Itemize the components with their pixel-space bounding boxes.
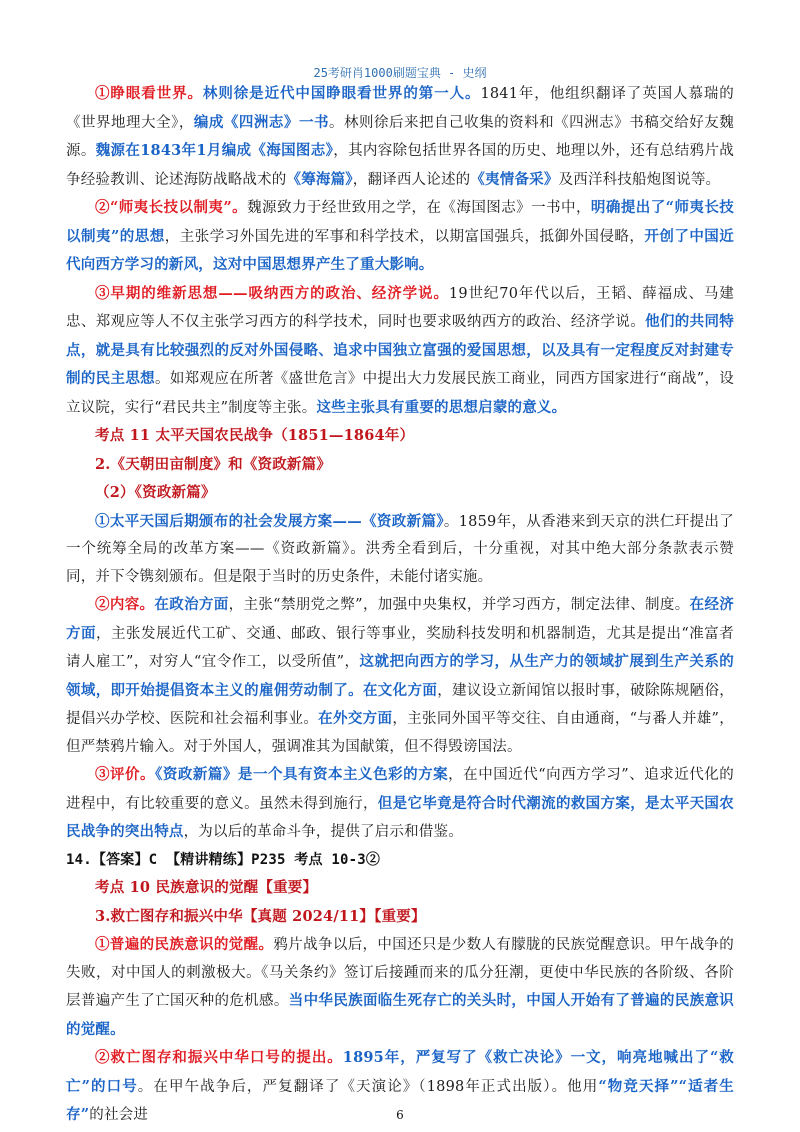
key-phrase: 在文化方面 [362, 681, 438, 699]
paragraph [66, 847, 734, 875]
key-phrase: 《资政新篇》是一个具有资本主义色彩的方案 [155, 766, 449, 783]
point-heading: ①普遍的民族意识的觉醒。 [95, 936, 274, 953]
key-phrase: “物竞天择”“适者生存” [66, 1077, 734, 1123]
section-heading: 2.《天朝田亩制度》和《资政新篇》 [95, 455, 332, 473]
key-phrase: 在经济方面 [66, 596, 734, 642]
key-phrase: 这就把向西方的学习，从生产力的领域扩展到生产关系的领域，即开始提倡资本主义的雇佣劳动制了。 [66, 653, 735, 699]
point-heading: ②救亡图存和振兴中华口号的提出。 [95, 1049, 343, 1066]
paragraph [66, 194, 734, 280]
body-text: 的社会进 [89, 1107, 149, 1123]
section-heading: 考点 10 民族意识的觉醒【重要】 [95, 879, 318, 896]
paragraph [66, 451, 734, 480]
point-heading: ①睁眼看世界。 [95, 85, 203, 102]
body-text: 。林则徐后来把自己收集的资料和《四洲志》书稿交给好友魏源。 [66, 114, 734, 159]
key-phrase: 明确提出了“师夷长技以制夷”的思想 [66, 199, 734, 245]
paragraph [66, 903, 734, 932]
paragraph [66, 931, 734, 1044]
section-heading: （2）《资政新篇》 [95, 484, 216, 501]
key-phrase: 在政治方面 [154, 596, 229, 613]
body-text: 。在甲午战争后，严复翻译了《天演论》（1898年正式出版）。他用 [137, 1078, 599, 1095]
key-phrase: 魏源在1843年1月编成《海国图志》 [95, 142, 334, 159]
key-phrase: 当中华民族面临生死存亡的关头时，中国人开始有了普遍的民族意识的觉醒。 [66, 992, 735, 1038]
paragraph [66, 479, 734, 508]
key-phrase: 开创了中国近代向西方学习的新风，这对中国思想界产生了重大影响。 [66, 227, 734, 273]
document-body [66, 80, 734, 1130]
body-text: 鸦片战争以后，中国还只是少数人有朦胧的民族觉醒意识。甲午战争的失败，对中国人的刺激极大。《马关条约》签订后接踵而来的瓜分狂潮，更使中华民族的各阶级、各阶层普遍产生了亡国灭种的危机感。 [66, 937, 734, 1009]
body-text: ，翻译西人论述的 [352, 171, 471, 188]
body-text: ，主张学习外国先进的军事和科学技术，以期富国强兵，抵御外国侵略， [164, 228, 645, 245]
body-text: ，主张“禁朋党之弊”，加强中央集权，并学习西方，制定法律、制度。 [228, 597, 690, 613]
body-text: 1841年，他组织翻译了英国人慕瑞的《世界地理大全》， [66, 86, 734, 131]
paragraph [66, 591, 734, 761]
section-heading: 3.救亡图存和振兴中华【真题 2024/11】【重要】 [95, 907, 426, 925]
paragraph [66, 874, 734, 903]
body-text: 。如郑观应在所著《盛世危言》中提出大力发展民族工商业，同西方国家进行“商战”，设立议院，实行“君民共主”制度等主张。 [66, 371, 734, 416]
key-phrase: 在外交方面 [318, 710, 393, 727]
paragraph [66, 280, 734, 423]
key-phrase: ①太平天国后期颁布的社会发展方案——《资政新篇》 [95, 512, 444, 530]
point-heading: ②“师夷长技以制夷”。 [95, 199, 248, 216]
point-heading: ③评价。 [95, 766, 156, 783]
paragraph [66, 422, 734, 451]
page-header: 25考研肖1000刷题宝典 - 史纲 [313, 66, 487, 80]
key-phrase: 但是它毕竟是符合时代潮流的救国方案，是太平天国农民战争的突出特点 [66, 794, 734, 840]
body-text: ，主张发展近代工矿、交通、邮政、银行等事业，奖励科技发明和机器制造，尤其是提出“准富者请人雇工”，对穷人“宜令作工，以受所值”， [66, 625, 735, 670]
key-phrase: 1895年，严复写了《救亡决论》一文，响亮地喊出了“救亡”的口号 [66, 1049, 734, 1095]
body-text: ，为以后的革命斗争，提供了启示和借鉴。 [183, 824, 463, 840]
body-text: 及西洋科技船炮图说等。 [558, 171, 721, 188]
point-heading: ②内容。 [95, 596, 155, 613]
key-phrase: 《筹海篇》 [286, 170, 353, 188]
paragraph [66, 80, 734, 194]
body-text: ，建议设立新闻馆以报时事，破除陈规陋俗，提倡兴办学校、医院和社会福利事业。 [66, 682, 735, 727]
page-number: 6 [396, 1108, 404, 1122]
body-text: 14.【答案】C 【精讲精练】P235 考点 10-3② [66, 851, 381, 868]
point-heading: ③早期的维新思想——吸纳西方的政治、经济学说。 [95, 284, 449, 302]
body-text: 。1859年，从香港来到天京的洪仁玕提出了一个统筹全局的改革方案——《资政新篇》。洪秀全看到后，十分重视，对其中绝大部分条款表示赞同，并下令镌刻颁布。但是限于当时的历史条件，未能付诸实施。 [66, 513, 734, 585]
body-text: 19世纪70年代以后，王韬、薛福成、马建忠、郑观应等人不仅主张学习西方的科学技术，同时也要求吸纳西方的政治、经济学说。 [66, 285, 734, 330]
key-phrase: 林则徐是近代中国睁眼看世界的第一人。 [202, 85, 481, 102]
key-phrase: 编成《四洲志》一书 [193, 113, 329, 131]
key-phrase: 《夷情备采》 [470, 170, 559, 188]
key-phrase: 这些主张具有重要的思想启蒙的意义。 [316, 398, 567, 416]
body-text: ，其内容除包括世界各国的历史、地理以外，还有总结鸦片战争经验教训、论述海防战略战术的 [66, 143, 734, 188]
key-phrase: 他们的共同特点，就是具有比较强烈的反对外国侵略、追求中国独立富强的爱国思想，以及具有一定程度反对封建专制的民主思想 [66, 313, 735, 387]
body-text: 魏源致力于经世致用之学，在《海国图志》一书中， [247, 200, 591, 216]
section-heading: 考点 11 太平天国农民战争（1851—1864年） [95, 427, 415, 444]
paragraph [66, 761, 734, 847]
paragraph [66, 508, 734, 592]
body-text: ，主张同外国平等交往、自由通商，“与番人并雄”，但严禁鸦片输入。对于外国人，强调准其为国献策，但不得毁谤国法。 [66, 711, 735, 755]
body-text: ，在中国近代“向西方学习”、追求近代化的进程中，有比较重要的意义。虽然未得到施行， [66, 767, 734, 812]
